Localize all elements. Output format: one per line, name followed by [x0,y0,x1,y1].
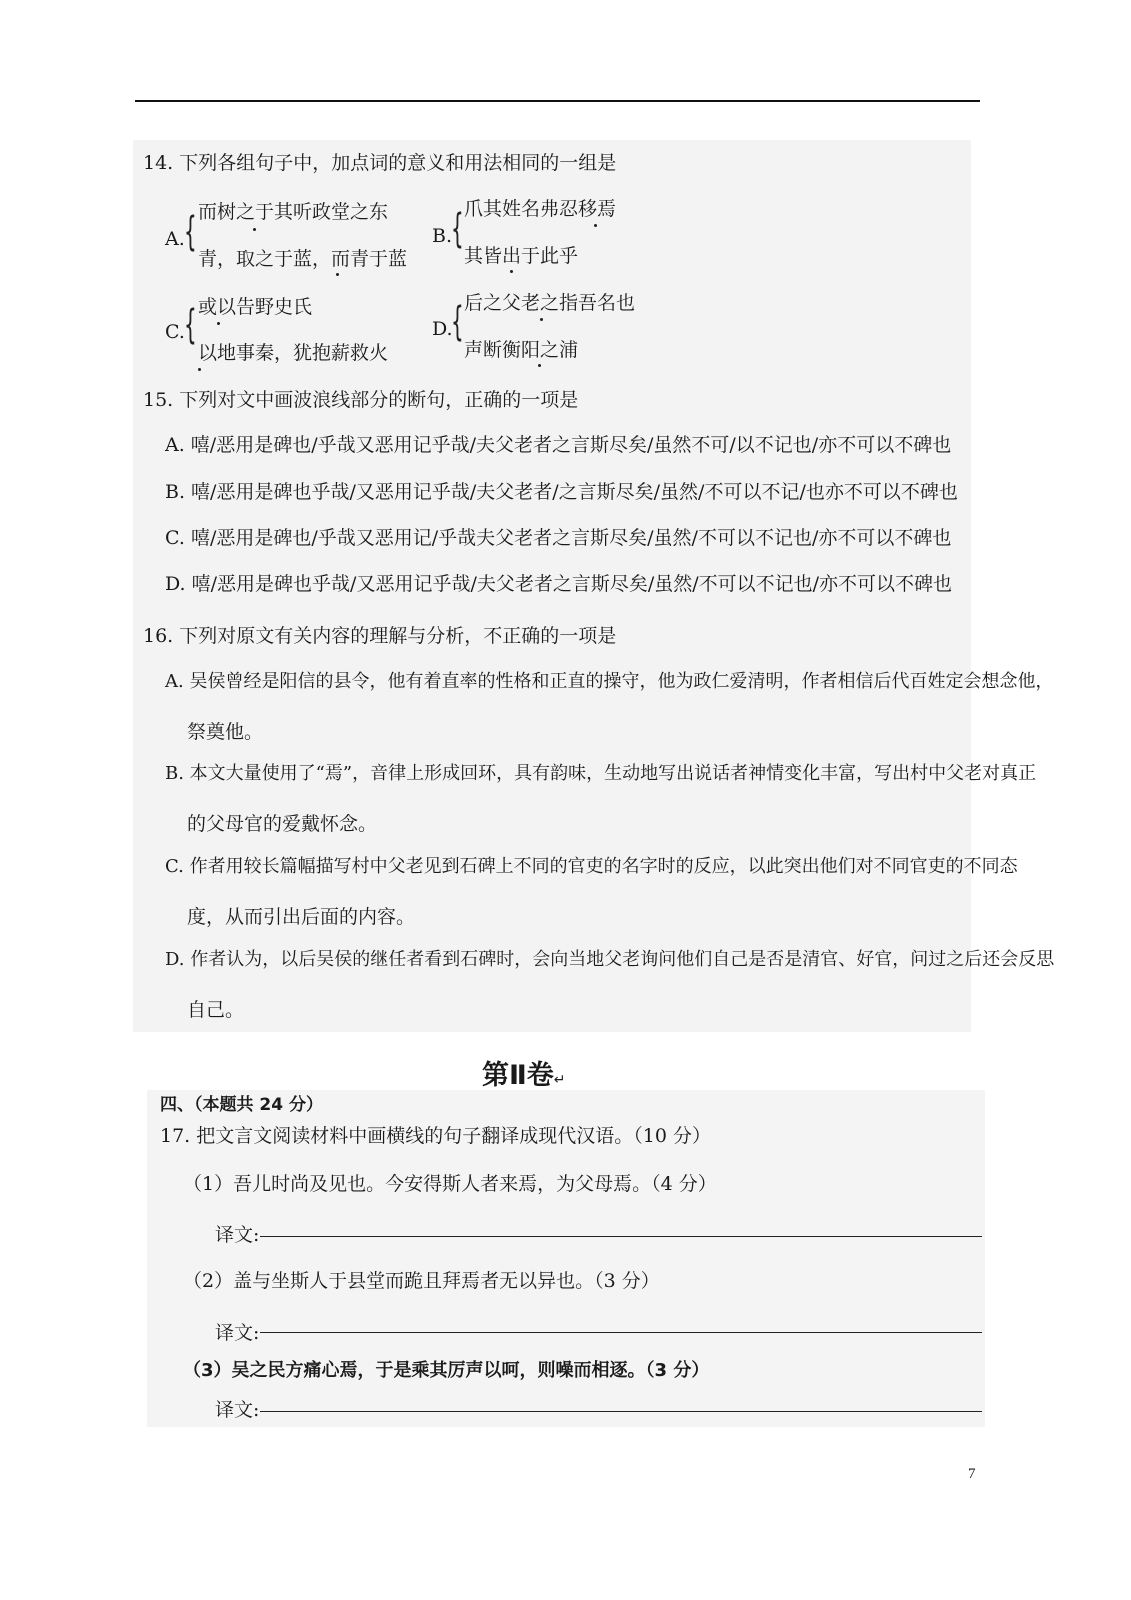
q14-option-a-brace: { [184,209,197,255]
q15-option-b: B. 嘻/恶用是碑也乎哉/又恶用记乎哉/夫父老者/之言斯尽矣/虽然/不可以不记/也亦不可以不碑也 [165,481,958,503]
q14-option-c-line1: 或以告野史氏 [198,296,313,318]
q14-option-d-line1: 后之父老之指吾名也 [464,292,636,314]
q14-option-a-line1: 而树之于其听政堂之东 [198,201,389,223]
section-heading: 四、（本题共 24 分） [160,1095,323,1115]
header-rule [135,100,980,102]
q16-option-d-line1: D. 作者认为，以后吴侯的继任者看到石碑时，会向当地父老询问他们自己是否是清官、好官，问过之后还会反思 [165,949,1055,970]
q15-option-c: C. 嘻/恶用是碑也/乎哉又恶用记/乎哉夫父老者之言斯尽矣/虽然/不可以不记也/亦不可以不碑也 [165,527,952,549]
q14-stem: 14. 下列各组句子中，加点词的意义和用法相同的一组是 [143,152,617,174]
q14-option-d-line2: 声断衡阳之浦 [464,339,579,361]
q17-item-1-answer-label: 译文: [215,1224,260,1246]
emphasis-dot [253,228,256,231]
q17-item-3: （3）吴之民方痛心焉，于是乘其厉声以呵，则噪而相逐。（3 分） [183,1360,710,1381]
emphasis-dot [538,364,541,367]
q14-option-d-letter: D. [432,318,453,340]
q14-option-b-brace: { [451,206,464,252]
q15-stem: 15. 下列对文中画波浪线部分的断句，正确的一项是 [143,389,579,411]
q14-option-c-brace: { [184,302,197,348]
section-title: 第Ⅱ卷↵ [482,1060,566,1091]
q16-stem: 16. 下列对原文有关内容的理解与分析，不正确的一项是 [143,625,617,647]
q16-option-b-line1: B. 本文大量使用了“焉”，音律上形成回环，具有韵味，生动地写出说话者神情变化丰富，写出村中父老对真正 [165,763,1037,784]
emphasis-dot [540,318,543,321]
q16-option-b-line2: 的父母官的爱戴怀念。 [187,813,378,835]
paragraph-mark: ↵ [553,1072,566,1088]
page-number: 7 [968,1466,976,1482]
q16-option-c-line2: 度，从而引出后面的内容。 [187,906,416,928]
q17-item-2-answer-label: 译文: [215,1322,260,1344]
q14-option-c-letter: C. [165,321,185,343]
emphasis-dot [594,224,597,227]
q15-option-a: A. 嘻/恶用是碑也/乎哉又恶用记乎哉/夫父老者之言斯尽矣/虽然不可/以不记也/亦不可以不碑也 [165,434,952,456]
emphasis-dot [336,273,339,276]
q17-stem: 17. 把文言文阅读材料中画横线的句子翻译成现代汉语。（10 分） [160,1125,711,1147]
q17-item-3-answer-line[interactable] [260,1411,982,1412]
q16-option-c-line1: C. 作者用较长篇幅描写村中父老见到石碑上不同的官吏的名字时的反应，以此突出他们对不同官吏的不同态 [165,856,1018,877]
q17-item-2: （2）盖与坐斯人于县堂而跪且拜焉者无以异也。（3 分） [183,1270,660,1292]
q17-item-1: （1）吾儿时尚及见也。今安得斯人者来焉，为父母焉。（4 分） [183,1173,717,1195]
q17-item-1-answer-line[interactable] [260,1236,982,1237]
emphasis-dot [217,322,220,325]
q16-option-a-line1: A. 吴侯曾经是阳信的县令，他有着直率的性格和正直的操守，他为政仁爱清明，作者相信后代百姓定会想念他， [165,671,1054,692]
q15-option-d: D. 嘻/恶用是碑也乎哉/又恶用记乎哉/夫父老者之言斯尽矣/虽然/不可以不记也/亦不可以不碑也 [165,573,953,595]
q16-option-a-line2: 祭奠他。 [187,721,264,743]
q16-option-d-line2: 自己。 [187,999,245,1021]
q17-item-3-answer-label: 译文: [215,1399,260,1421]
q14-option-c-line2: 以地事秦，犹抱薪救火 [198,342,389,364]
emphasis-dot [198,368,201,371]
q14-option-d-brace: { [451,299,464,345]
q14-option-b-letter: B. [432,225,453,247]
emphasis-dot [510,270,513,273]
q14-option-b-line2: 其皆出于此乎 [464,245,579,267]
q14-option-a-letter: A. [165,228,185,250]
q14-option-a-line2: 青，取之于蓝，而青于蓝 [198,248,408,270]
q17-item-2-answer-line[interactable] [260,1332,982,1333]
q14-option-b-line1: 爪其姓名弗忍移焉 [464,198,617,220]
